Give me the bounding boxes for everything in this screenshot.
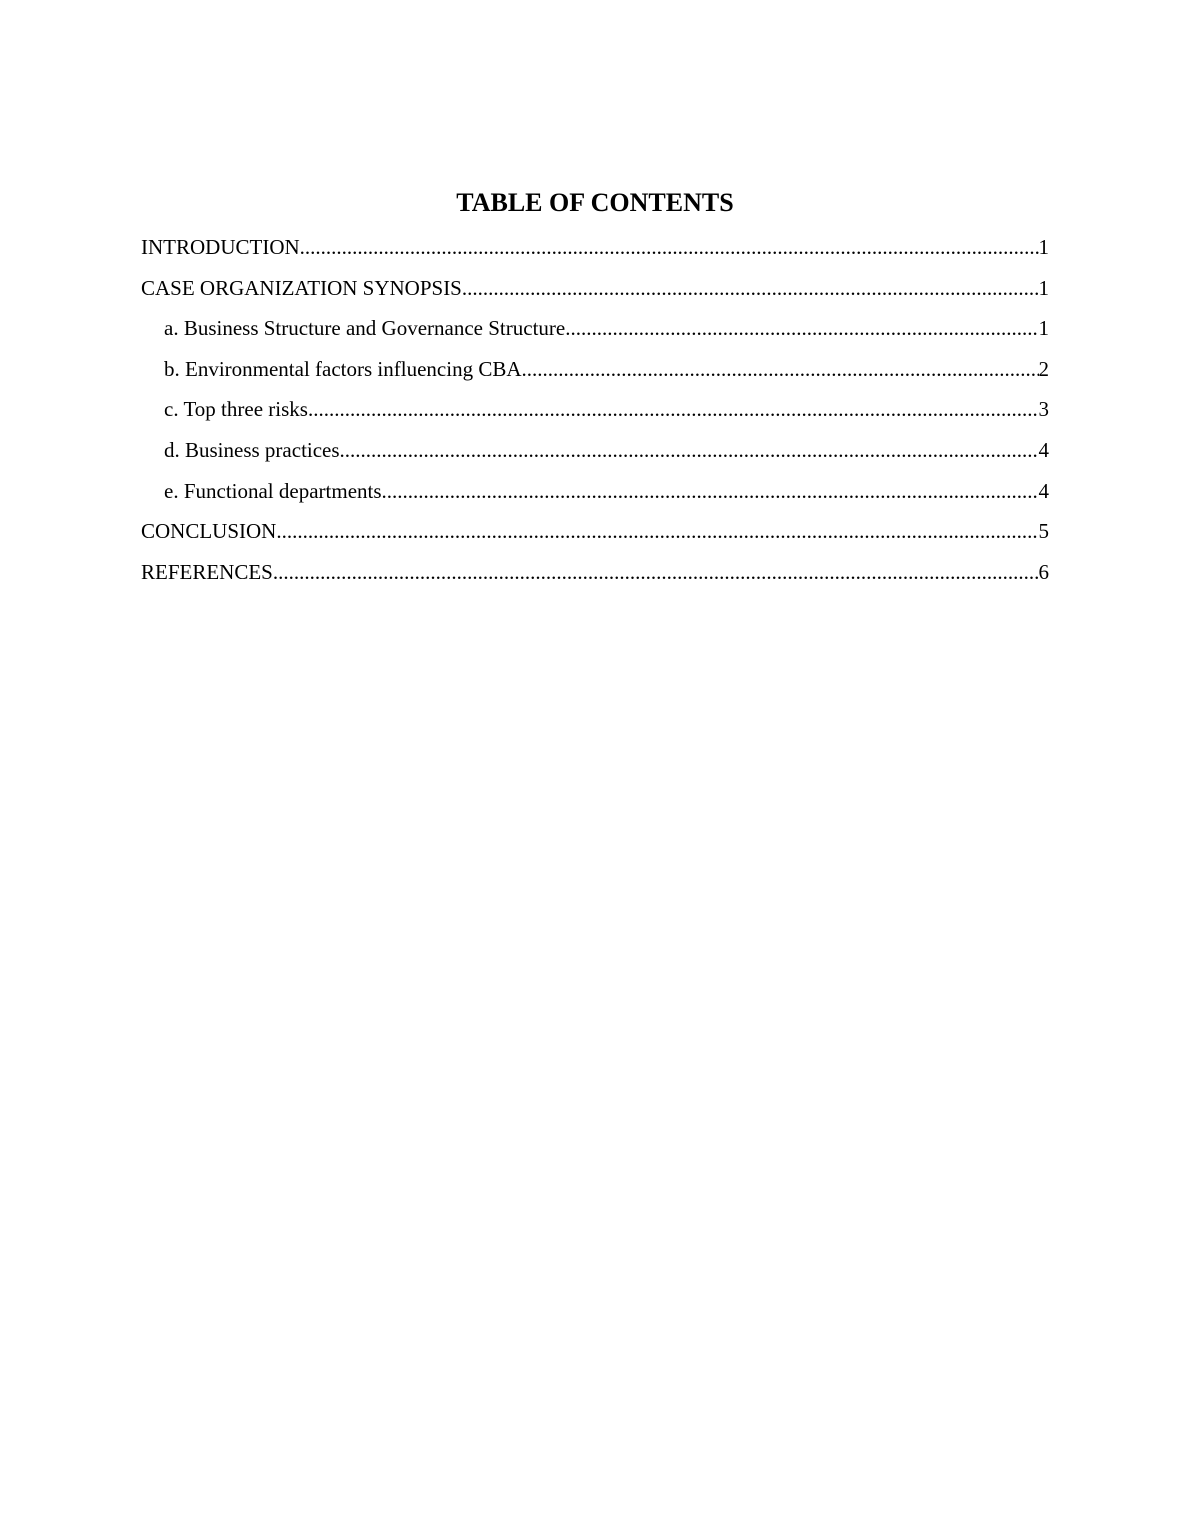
- toc-entry-page-number: 1: [1038, 235, 1049, 259]
- toc-entry-introduction[interactable]: [141, 230, 1049, 271]
- toc-entry-case-organization-synopsis[interactable]: [141, 271, 1049, 312]
- toc-entry-page-number: 5: [1038, 519, 1049, 544]
- toc-leader-dots: [565, 311, 1038, 345]
- toc-title: TABLE OF CONTENTS: [456, 188, 734, 217]
- toc-entry-page-number: 6: [1038, 559, 1049, 584]
- toc-leader-dots: [462, 271, 1039, 305]
- toc-entry-environmental-factors[interactable]: [141, 352, 1049, 393]
- toc-entry-page-number: 1: [1038, 275, 1049, 300]
- toc-entry-business-practices[interactable]: [141, 433, 1049, 474]
- toc-entry-label: d. Business practices: [164, 437, 340, 462]
- toc-leader-dots: [340, 433, 1039, 467]
- toc-entry-label: REFERENCES: [141, 559, 273, 584]
- toc-entry-label: b. Environmental factors influencing CBA: [164, 356, 522, 381]
- toc-leader-dots: [300, 230, 1039, 264]
- toc-entry-label: CONCLUSION: [141, 519, 277, 544]
- toc-entry-page-number: 2: [1038, 356, 1049, 381]
- toc-entry-page-number: 4: [1038, 437, 1049, 462]
- toc-entry-top-three-risks[interactable]: [141, 392, 1049, 433]
- toc-entry-label: CASE ORGANIZATION SYNOPSIS: [141, 275, 462, 300]
- toc-entry-label: e. Functional departments: [164, 478, 382, 503]
- toc-entry-page-number: 1: [1038, 316, 1049, 341]
- toc-list: [141, 230, 1049, 595]
- toc-leader-dots: [522, 352, 1039, 386]
- toc-entry-label: c. Top three risks: [164, 397, 308, 422]
- toc-entry-references[interactable]: [141, 555, 1049, 596]
- toc-entry-functional-departments[interactable]: [141, 474, 1049, 515]
- toc-entry-conclusion[interactable]: [141, 514, 1049, 555]
- toc-entry-business-structure[interactable]: [141, 311, 1049, 352]
- toc-leader-dots: [382, 474, 1039, 508]
- toc-entry-page-number: 4: [1038, 478, 1049, 503]
- toc-leader-dots: [308, 392, 1039, 426]
- toc-entry-page-number: 3: [1038, 397, 1049, 422]
- toc-leader-dots: [276, 514, 1038, 548]
- toc-entry-label: a. Business Structure and Governance Structure: [164, 316, 566, 341]
- toc-leader-dots: [273, 555, 1039, 589]
- toc-entry-label: INTRODUCTION: [141, 235, 300, 259]
